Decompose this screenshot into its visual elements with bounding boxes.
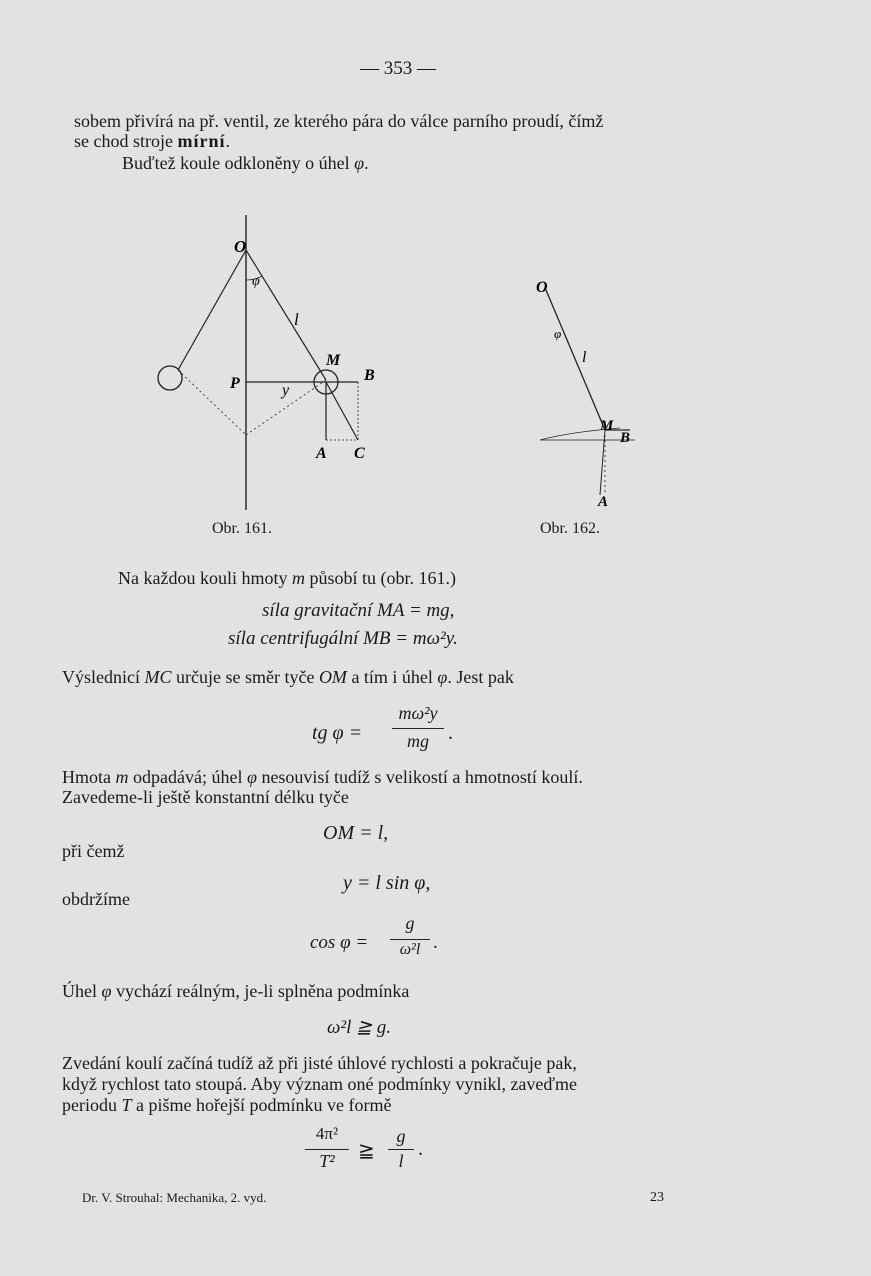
equation-condition: ω²l ≧ g. [327, 1017, 392, 1038]
punctuation: . [418, 1138, 423, 1160]
label-A: A [316, 445, 327, 462]
label-C: C [354, 445, 365, 462]
label-M: M [326, 352, 341, 369]
text: Hmota [62, 767, 116, 787]
paragraph-line: když rychlost tato stoupá. Aby význam oné podmínky vynikl, zaveďme [62, 1074, 578, 1094]
paragraph-line [62, 766, 583, 788]
text: působí tu (obr. 161.) [304, 568, 456, 588]
label-phi: φ [554, 326, 562, 341]
symbol-m: m [115, 767, 129, 787]
label-l: l [582, 349, 587, 366]
equation-cos-numerator: g [405, 913, 415, 933]
equation-tan-lhs: tg φ = [312, 722, 363, 744]
relation-symbol: ≧ [358, 1140, 375, 1162]
page-number: — 353 — [360, 58, 436, 79]
equation-centrifugal: síla centrifugální MB = mω²y. [228, 628, 458, 649]
label-P: P [230, 375, 240, 392]
paragraph-line: Zavedeme-li ještě konstantní délku tyče [62, 787, 349, 807]
paragraph-line: Zvedání koulí začíná tudíž až při jisté úhlové rychlosti a pokračuje pak, [62, 1053, 577, 1073]
label-phi: φ [252, 274, 260, 289]
paragraph-line [118, 567, 456, 589]
symbol-phi: φ [354, 153, 365, 173]
symbol: MC [144, 667, 172, 687]
symbol-phi: φ [246, 767, 257, 787]
text: a tím i úhel [346, 667, 438, 687]
symbol: OM [318, 667, 347, 687]
equation-cos-denominator: ω²l [399, 941, 421, 958]
paragraph-line [62, 980, 409, 1002]
figure-161 [140, 210, 390, 540]
equation-period-denominator: T² [319, 1151, 335, 1171]
label-O: O [234, 237, 247, 256]
equation-period-numerator: 4π² [315, 1124, 339, 1143]
text: . [225, 131, 230, 151]
paragraph-line [74, 110, 603, 132]
paragraph-line [74, 130, 230, 152]
text: . Jest pak [447, 667, 514, 687]
label-pricemz: při čemž [62, 841, 125, 861]
equation-cos-lhs: cos φ = [310, 932, 369, 953]
text: periodu [62, 1095, 122, 1115]
equation-tan-numerator: mω²y [398, 703, 438, 723]
equation-l-denominator: l [398, 1151, 404, 1171]
figure-caption: Obr. 162. [540, 520, 600, 537]
figure-162 [530, 270, 640, 510]
text: a pišme hořejší podmínku ve formě [131, 1095, 392, 1115]
label-O: O [536, 279, 548, 296]
symbol-m: m [291, 568, 305, 588]
symbol-T: T [121, 1095, 132, 1115]
emphasis: mírní [177, 131, 226, 151]
fraction-bar [392, 728, 444, 729]
label-B: B [620, 430, 631, 446]
punctuation: . [448, 722, 453, 744]
punctuation: . [433, 932, 438, 953]
text: Na každou kouli hmoty [118, 568, 292, 588]
text: nesouvisí tudíž s velikostí a hmotností koulí. [256, 767, 583, 787]
paragraph-line [62, 1094, 391, 1116]
text: odpadává; úhel [128, 767, 247, 787]
paragraph-line [122, 152, 369, 174]
text: Buďtež koule odkloněny o úhel [122, 153, 355, 173]
text: se chod stroje [74, 131, 178, 151]
text: sobem přivírá na př. ventil, ze kterého pára do válce parního proudí, čímž [74, 111, 604, 131]
label-obdrzime: obdržíme [62, 889, 130, 909]
equation-g-numerator: g [396, 1126, 406, 1146]
text: Úhel [62, 981, 102, 1001]
equation-gravity: síla gravitační MA = mg, [262, 600, 455, 621]
paragraph-line [62, 666, 514, 688]
equation-tan-denominator: mg [407, 731, 429, 751]
text: určuje se směr tyče [171, 667, 319, 687]
symbol-phi: φ [437, 667, 448, 687]
label-M: M [600, 418, 614, 434]
label-y: y [282, 382, 290, 399]
text: vychází reálným, je-li splněna podmínka [111, 981, 410, 1001]
text: Výslednicí [62, 667, 145, 687]
equation-om: OM = l, [323, 822, 389, 844]
label-l: l [294, 310, 299, 329]
label-B: B [364, 367, 375, 384]
footer-author: Dr. V. Strouhal: Mechanika, 2. vyd. [82, 1190, 267, 1205]
text: . [364, 153, 369, 173]
symbol-phi: φ [101, 981, 112, 1001]
label-A: A [598, 494, 609, 510]
footer-signature: 23 [650, 1190, 664, 1205]
figure-caption: Obr. 161. [212, 520, 272, 537]
equation-y: y = l sin φ, [343, 872, 431, 894]
